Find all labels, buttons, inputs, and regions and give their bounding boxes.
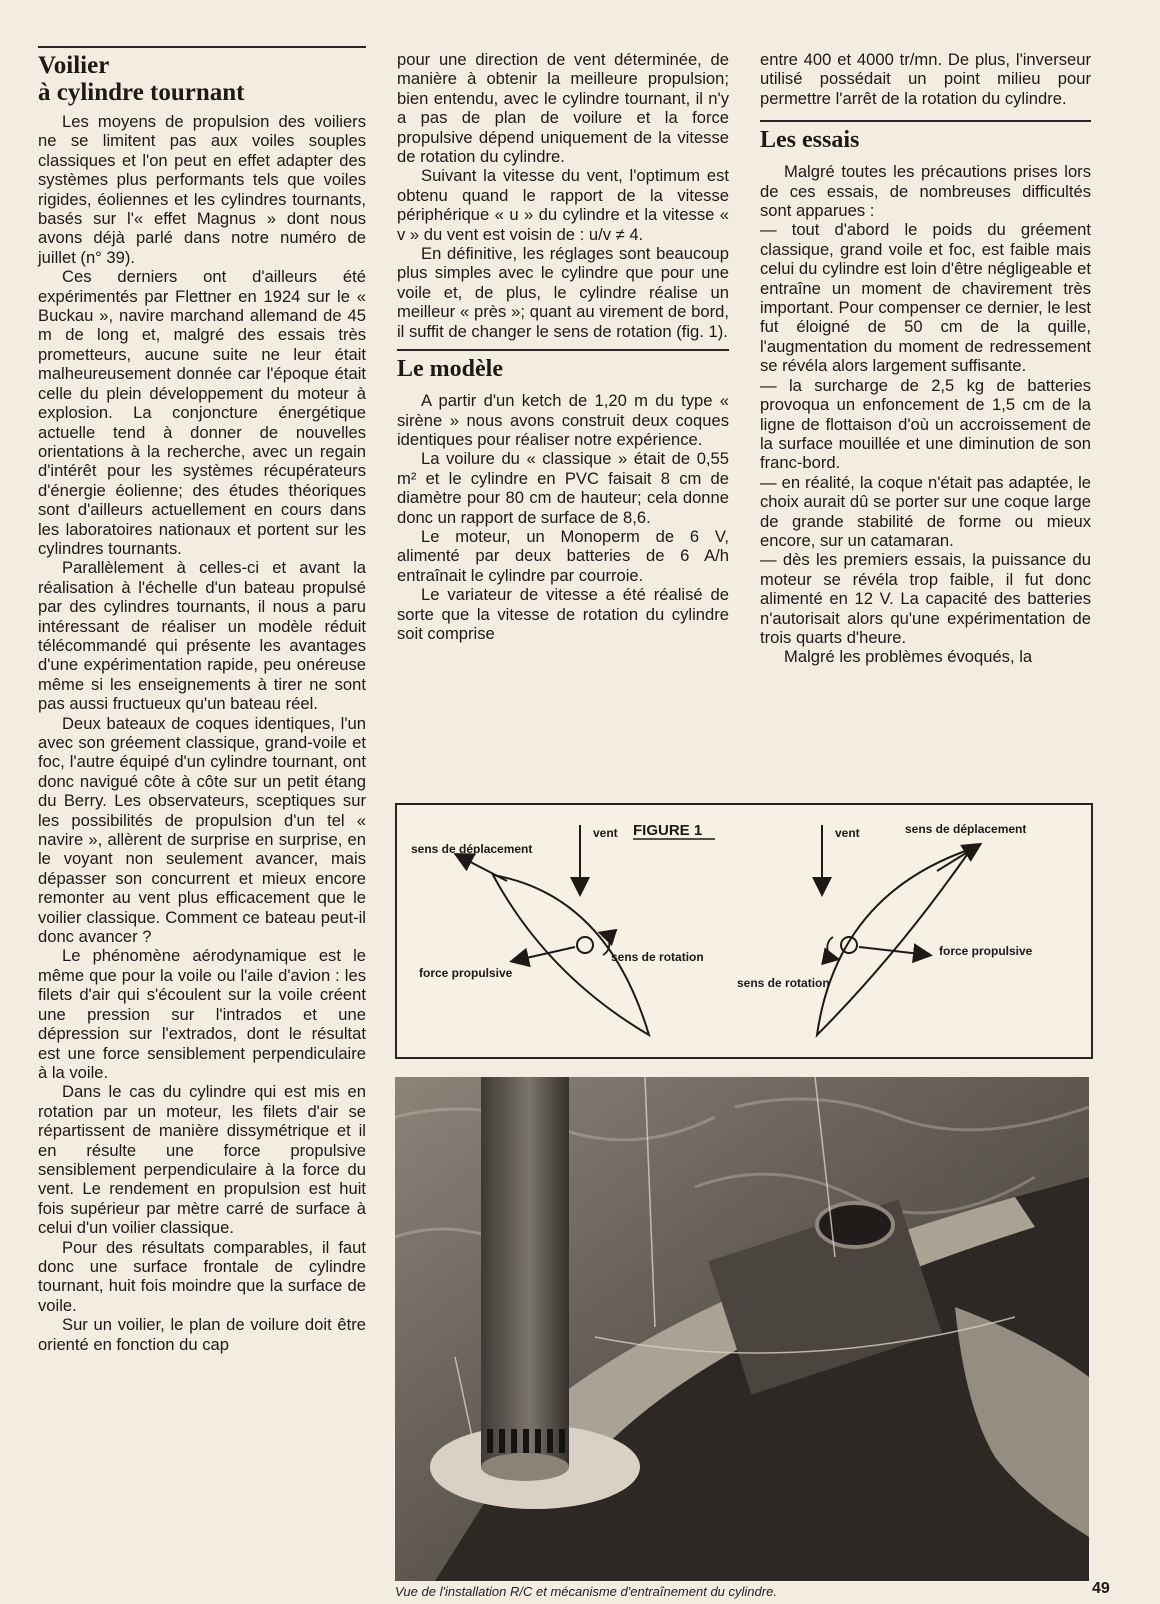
hull-outline: [817, 849, 971, 1035]
title-rule: [38, 46, 366, 48]
paragraph: Deux bateaux de coques identiques, l'un avec son gréement classique, grand-voile et foc, l'autre équipé d'un cylindre tournant, ont donc navigué côte à côte sur un petit étang du Berry. Les observateurs, sceptiques sur les possibilités de propulsion d'un tel « navire », allèrent de surprise en surprise, en le voyant non seulement avancer, mais dépasser son concurrent et mieux encore remonter au vent plus efficacement que le voilier classique. Comment ce bateau peut-il donc avancer ?: [38, 713, 366, 947]
paragraph: La voilure du « classique » était de 0,55 m² et le cylindre en PVC faisait 8 cm de diamètre pour 80 cm de hauteur; cela donne donc un rapport de surface de 8,6.: [397, 449, 729, 527]
boat-photo-image: [395, 1077, 1089, 1581]
article-title-line-2: à cylindre tournant: [38, 79, 245, 106]
figure-1-diagram: [397, 805, 1091, 1057]
paragraph: — la surcharge de 2,5 kg de batteries provoqua un enfoncement de 1,5 cm de la ligne de flottaison d'où un accroissement de la surface mouillée et une diminution de son franc-bord.: [760, 375, 1091, 473]
paragraph: Ces derniers ont d'ailleurs été expérimentés par Flettner en 1924 sur le « Buckau », navire marchand allemand de 45 m de long et, malgré des essais très prometteurs, aucune suite ne leur était malheureusement donnée car l'époque était celle du plein développement du moteur à explosion. La conjoncture énergétique actuelle tend à donner de nouvelles orientations à la recherche, avec un regain d'intérêt pour les systèmes récupérateurs d'énergie éolienne; des études théoriques sont d'ailleurs actuellement en cours dans les laboratoires nationaux et portent sur les cylindres tournants.: [38, 267, 366, 558]
movement-arrow: [457, 855, 507, 881]
paragraph: Le moteur, un Monoperm de 6 V, alimenté par deux batteries de 6 A/h entraînait le cylindre par courroie.: [397, 526, 729, 585]
paragraph: Malgré les problèmes évoqués, la: [784, 647, 1033, 667]
diagram-left: [411, 825, 704, 1035]
section-heading-modele: Le modèle: [397, 356, 503, 383]
paragraph: Pour des résultats comparables, il faut donc une surface frontale de cylindre tournant, huit fois moindre que la surface de voile.: [38, 1237, 366, 1315]
paragraph: Le phénomène aérodynamique est le même que pour la voile ou l'aile d'avion : les filets d'air qui s'écoulent sur la voile créent une pression sur l'intrados et une dépression sur l'extrados, dont le résultat est une force sensiblement perpendiculaire à la voile.: [38, 946, 366, 1082]
label-vent: vent: [593, 826, 618, 840]
paragraph: A partir d'un ketch de 1,20 m du type « sirène » nous avons construit deux coques identiques pour réaliser notre expérience.: [397, 391, 729, 449]
label-vent: vent: [835, 826, 860, 840]
paragraph: — en réalité, la coque n'était pas adaptée, le choix aurait dû se porter sur une coque large de grande stabilité de forme ou mieux encore, sur un catamaran.: [760, 472, 1091, 550]
label-sens-rotation: sens de rotation: [611, 950, 704, 964]
column-3: [760, 50, 1091, 667]
label-force-propulsive: force propulsive: [419, 966, 513, 980]
paragraph: Dans le cas du cylindre qui est mis en rotation par un moteur, les filets d'air se répartissent de manière dissymétrique et il en résulte une force propulsive sensiblement perpendiculaire à la force du vent. Le rendement en propulsion est huit fois supérieur par mètre carré de surface à celui d'un voilier classique.: [38, 1082, 366, 1238]
section-rule: [397, 349, 729, 351]
paragraph: Parallèlement à celles-ci et avant la réalisation à l'échelle d'un bateau propulsé par des cylindres tournants, il nous a paru intéressant de réaliser un modèle réduit télécommandé qui présente les avantages d'une expérimentation rapide, peu onéreuse même si les enseignements à tirer ne sont pas aussi fructueux qu'un bateau réel.: [38, 558, 366, 714]
paragraph: Suivant la vitesse du vent, l'optimum est obtenu quand le rapport de la vitesse périphérique « u » du cylindre et la vitesse « v » du vent est voisin de : u/v ≠ 4.: [397, 166, 729, 244]
label-sens-deplacement: sens de déplacement: [411, 842, 533, 856]
paragraph: En définitive, les réglages sont beaucoup plus simples avec le cylindre que pour une voile et, de plus, le cylindre réalise un meilleur « près »; quant au virement de bord, il suffit de changer le sens de rotation (fig. 1).: [397, 244, 729, 341]
paragraph: entre 400 et 4000 tr/mn. De plus, l'inverseur utilisé possédait un point milieu pour permettre l'arrêt de la rotation du cylindre.: [760, 50, 1091, 108]
column-2: [397, 50, 729, 643]
figure-title: FIGURE 1: [633, 822, 703, 839]
paragraph: pour une direction de vent déterminée, de manière à obtenir la meilleure propulsion; bien entendu, avec le cylindre tournant, il n'y a pas de plan de voilure et la force propulsive dépend uniquement de la vitesse de rotation du cylindre.: [397, 50, 729, 167]
section-heading-essais: Les essais: [760, 127, 860, 154]
cylinder-icon: [577, 937, 593, 953]
photo-caption: Vue de l'installation R/C et mécanisme d'entraînement du cylindre.: [395, 1584, 777, 1599]
paragraph: — dès les premiers essais, la puissance du moteur se révéla trop faible, il fut donc alimenté en 12 V. La capacité des batteries n'autorisait alors qu'une expérimentation de trois quarts d'heure.: [760, 550, 1091, 647]
force-arrow: [859, 947, 929, 955]
paragraph: Sur un voilier, le plan de voilure doit être orienté en fonction du cap: [38, 1315, 366, 1354]
paragraph: — tout d'abord le poids du gréement classique, grand voile et foc, est faible mais celui du cylindre est loin d'être négligeable et entraîne un moment de chavirement très important. Pour compenser ce dernier, le lest fut éloigné de 50 cm de la quille, l'augmentation du moment de redressement se révéla alors largement suffisante.: [760, 220, 1091, 376]
page-number: 49: [1092, 1580, 1110, 1597]
boat-photo: [395, 1077, 1089, 1581]
label-sens-rotation: sens de rotation: [737, 976, 830, 990]
paragraph: Les moyens de propulsion des voiliers ne se limitent pas aux voiles souples classiques et l'on peut en effet adapter des systèmes plus performants tels que voiles rigides, éoliennes et les cylindres tournants, basés sur l'« effet Magnus » dont nous avons déjà parlé dans notre numéro de juillet (n° 39).: [38, 112, 366, 267]
label-force-propulsive: force propulsive: [939, 944, 1033, 958]
cylinder-icon: [841, 937, 857, 953]
paragraph: Le variateur de vitesse a été réalisé de sorte que la vitesse de rotation du cylindre soit comprise: [397, 585, 729, 643]
label-sens-deplacement: sens de déplacement: [905, 822, 1027, 836]
article-title: [38, 52, 366, 106]
paragraph: Malgré toutes les précautions prises lors de ces essais, de nombreuses difficultés sont apparues :: [760, 162, 1091, 221]
rotation-arrow: [827, 937, 837, 959]
article-title-line-1: Voilier: [38, 52, 110, 79]
column-1: [38, 46, 366, 1354]
section-rule: [760, 120, 1091, 122]
figure-1-frame: [395, 803, 1093, 1059]
diagram-right: [737, 822, 1033, 1035]
